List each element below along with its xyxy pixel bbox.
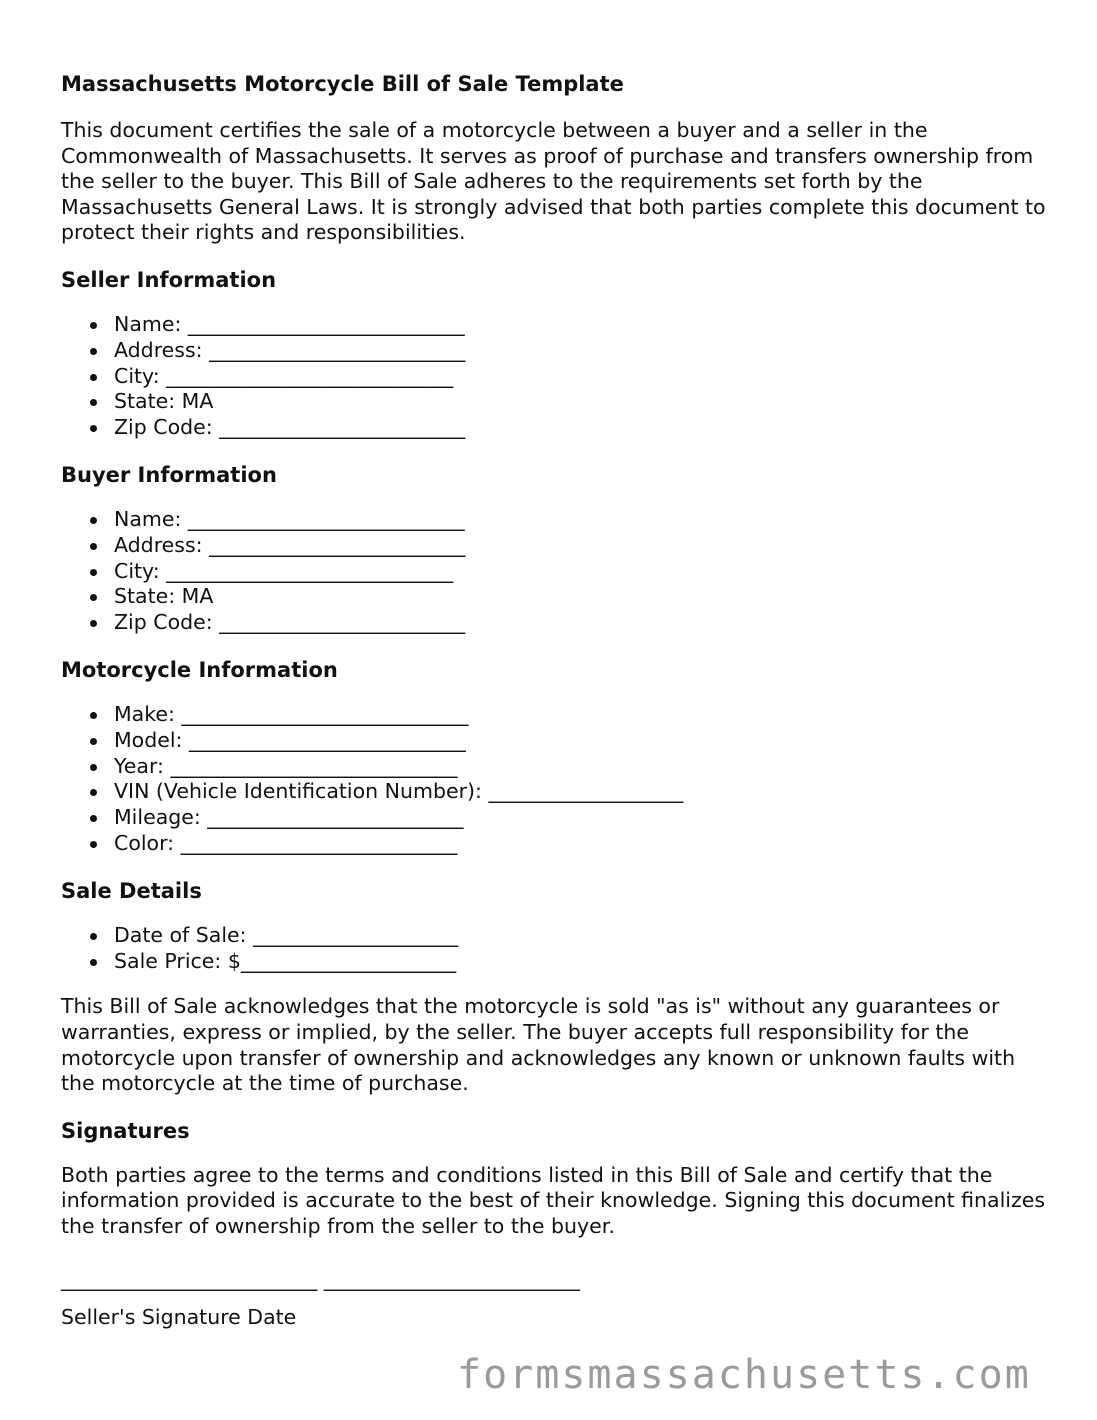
seller-zip-field: Zip Code: ________________________ [114,415,1051,441]
model-field: Model: ___________________________ [114,728,1051,754]
site-watermark: formsmassachusetts.com [457,1352,1031,1398]
buyer-city-field: City: ____________________________ [114,559,1051,585]
sale-fields [61,923,1051,975]
buyer-fields [61,507,1051,636]
buyer-name-field: Name: ___________________________ [114,507,1051,533]
document-page [61,70,1051,1330]
intro-paragraph: This document certifies the sale of a motorcycle between a buyer and a seller in the Commonwealth of Massachusetts. It serves as proof of purchase and transfers ownership from the seller to the buyer. This Bill of Sale adheres to the requirements set forth by the Massachusetts General Laws. It is strongly advised that both parties complete this document to protect their rights and responsibilities. [61,118,1046,245]
color-field: Color: ___________________________ [114,831,1051,857]
buyer-zip-field: Zip Code: ________________________ [114,610,1051,636]
buyer-heading: Buyer Information [61,462,277,487]
buyer-state-field: State: MA [114,584,1051,610]
sale-date-field: Date of Sale: ____________________ [114,923,1051,949]
motorcycle-fields [61,702,1051,857]
sale-price-field: Sale Price: $_____________________ [114,949,1051,975]
signature-lines: _________________________ _________________________ [61,1267,581,1292]
sale-heading: Sale Details [61,878,202,903]
make-field: Make: ____________________________ [114,702,1051,728]
vin-field: VIN (Vehicle Identification Number): ___________________ [114,779,1051,805]
motorcycle-heading: Motorcycle Information [61,657,338,682]
as-is-paragraph: This Bill of Sale acknowledges that the motorcycle is sold "as is" without any guarantees or warranties, express or implied, by the seller. The buyer accepts full responsibility for the motorcycle upon transfer of ownership and acknowledges any known or unknown faults with the motorcycle at the time of purchase. [61,994,1016,1096]
seller-heading: Seller Information [61,267,277,292]
seller-city-field: City: ____________________________ [114,364,1051,390]
signatures-heading: Signatures [61,1118,190,1143]
mileage-field: Mileage: _________________________ [114,805,1051,831]
signatures-paragraph: Both parties agree to the terms and conditions listed in this Bill of Sale and certify that the information provided is accurate to the best of their knowledge. Signing this document finalizes the transfer of ownership from the seller to the buyer. [61,1162,1046,1238]
seller-name-field: Name: ___________________________ [114,312,1051,338]
seller-fields [61,312,1051,441]
year-field: Year: ____________________________ [114,754,1051,780]
signature-caption: Seller's Signature Date [61,1305,297,1330]
document-title: Massachusetts Motorcycle Bill of Sale Template [61,72,624,96]
seller-address-field: Address: _________________________ [114,338,1051,364]
seller-state-field: State: MA [114,389,1051,415]
buyer-address-field: Address: _________________________ [114,533,1051,559]
